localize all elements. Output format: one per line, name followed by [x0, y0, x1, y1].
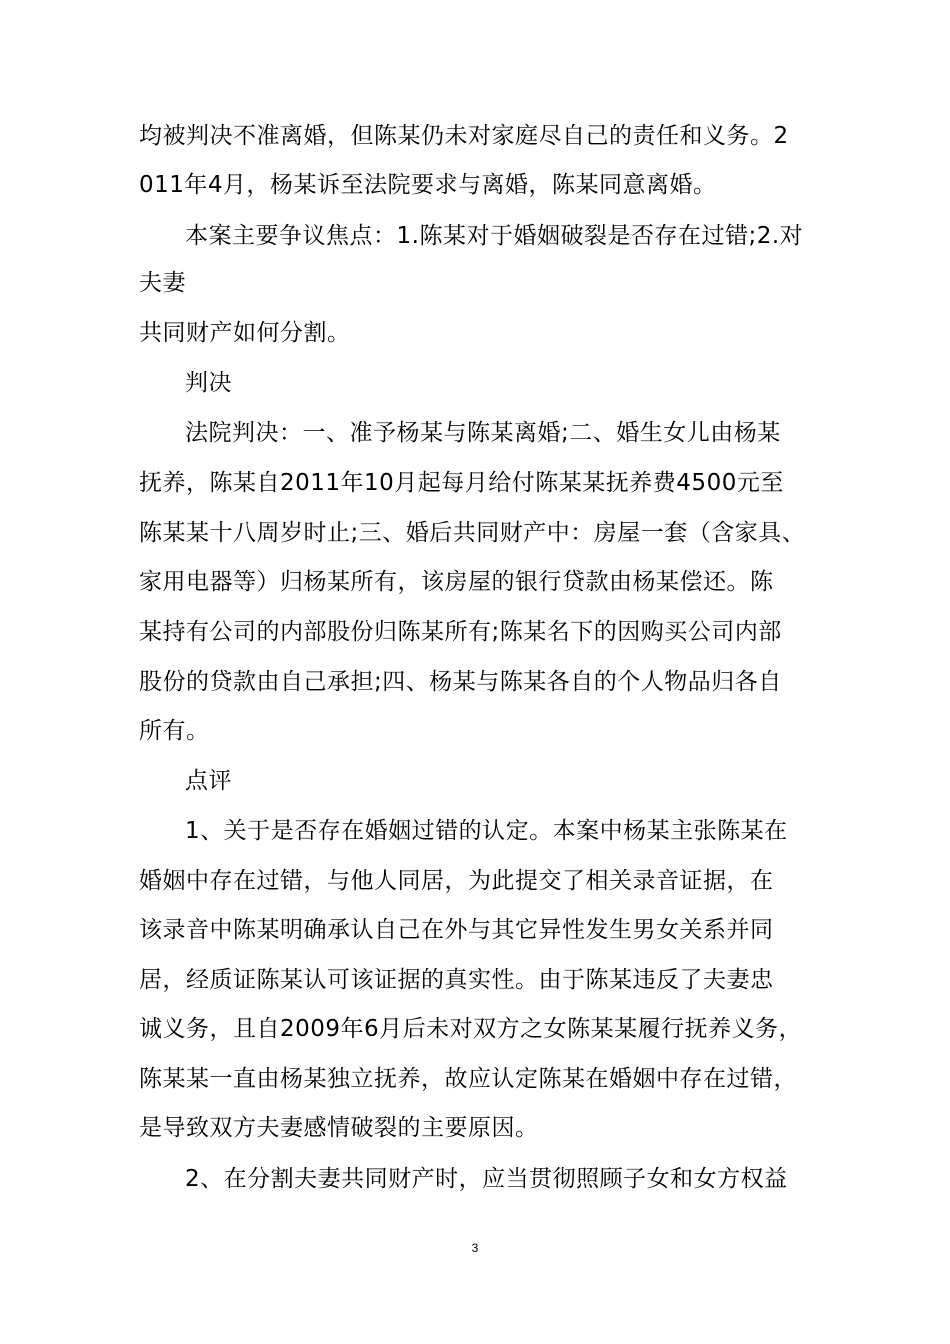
section-heading-judgment: 判决 [185, 370, 232, 396]
paragraph-line: 婚姻中存在过错，与他人同居，为此提交了相关录音证据，在 [139, 868, 774, 894]
paragraph-line: 某持有公司的内部股份归陈某所有;陈某名下的因购买公司内部 [139, 619, 782, 645]
paragraph-line: 2、在分割夫妻共同财产时，应当贯彻照顾子女和女方权益 [185, 1166, 788, 1192]
paragraph-line: 夫妻 [139, 270, 186, 296]
paragraph-line: 共同财产如何分割。 [139, 320, 351, 346]
paragraph-line: 诚义务，且自2009年6月后未对双方之女陈某某履行抚养义务， [139, 1016, 803, 1042]
paragraph-line: 所有。 [139, 718, 210, 744]
paragraph-line: 法院判决：一、准予杨某与陈某离婚;二、婚生女儿由杨某 [185, 420, 781, 446]
paragraph-line: 家用电器等）归杨某所有，该房屋的银行贷款由杨某偿还。陈 [139, 569, 774, 595]
paragraph-line: 抚养，陈某自2011年10月起每月给付陈某某抚养费4500元至 [139, 470, 784, 496]
paragraph-line: 是导致双方夫妻感情破裂的主要原因。 [139, 1115, 539, 1141]
paragraph-line: 均被判决不准离婚，但陈某仍未对家庭尽自己的责任和义务。2 [139, 123, 789, 149]
paragraph-line: 居，经质证陈某认可该证据的真实性。由于陈某违反了夫妻忠 [139, 967, 774, 993]
paragraph-line: 本案主要争议焦点：1.陈某对于婚姻破裂是否存在过错;2.对 [185, 223, 804, 249]
paragraph-line: 股份的贷款由自己承担;四、杨某与陈某各自的个人物品归各自 [139, 669, 782, 695]
paragraph-line: 1、关于是否存在婚姻过错的认定。本案中杨某主张陈某在 [185, 818, 788, 844]
section-heading-comment: 点评 [185, 768, 232, 794]
page-number: 3 [471, 1241, 479, 1255]
paragraph-line: 陈某某十八周岁时止;三、婚后共同财产中：房屋一套（含家具、 [139, 520, 806, 546]
paragraph-line: 陈某某一直由杨某独立抚养，故应认定陈某在婚姻中存在过错， [139, 1066, 797, 1092]
paragraph-line: 011年4月，杨某诉至法院要求与离婚，陈某同意离婚。 [139, 172, 717, 198]
paragraph-line: 该录音中陈某明确承认自己在外与其它异性发生男女关系并同 [139, 917, 774, 943]
